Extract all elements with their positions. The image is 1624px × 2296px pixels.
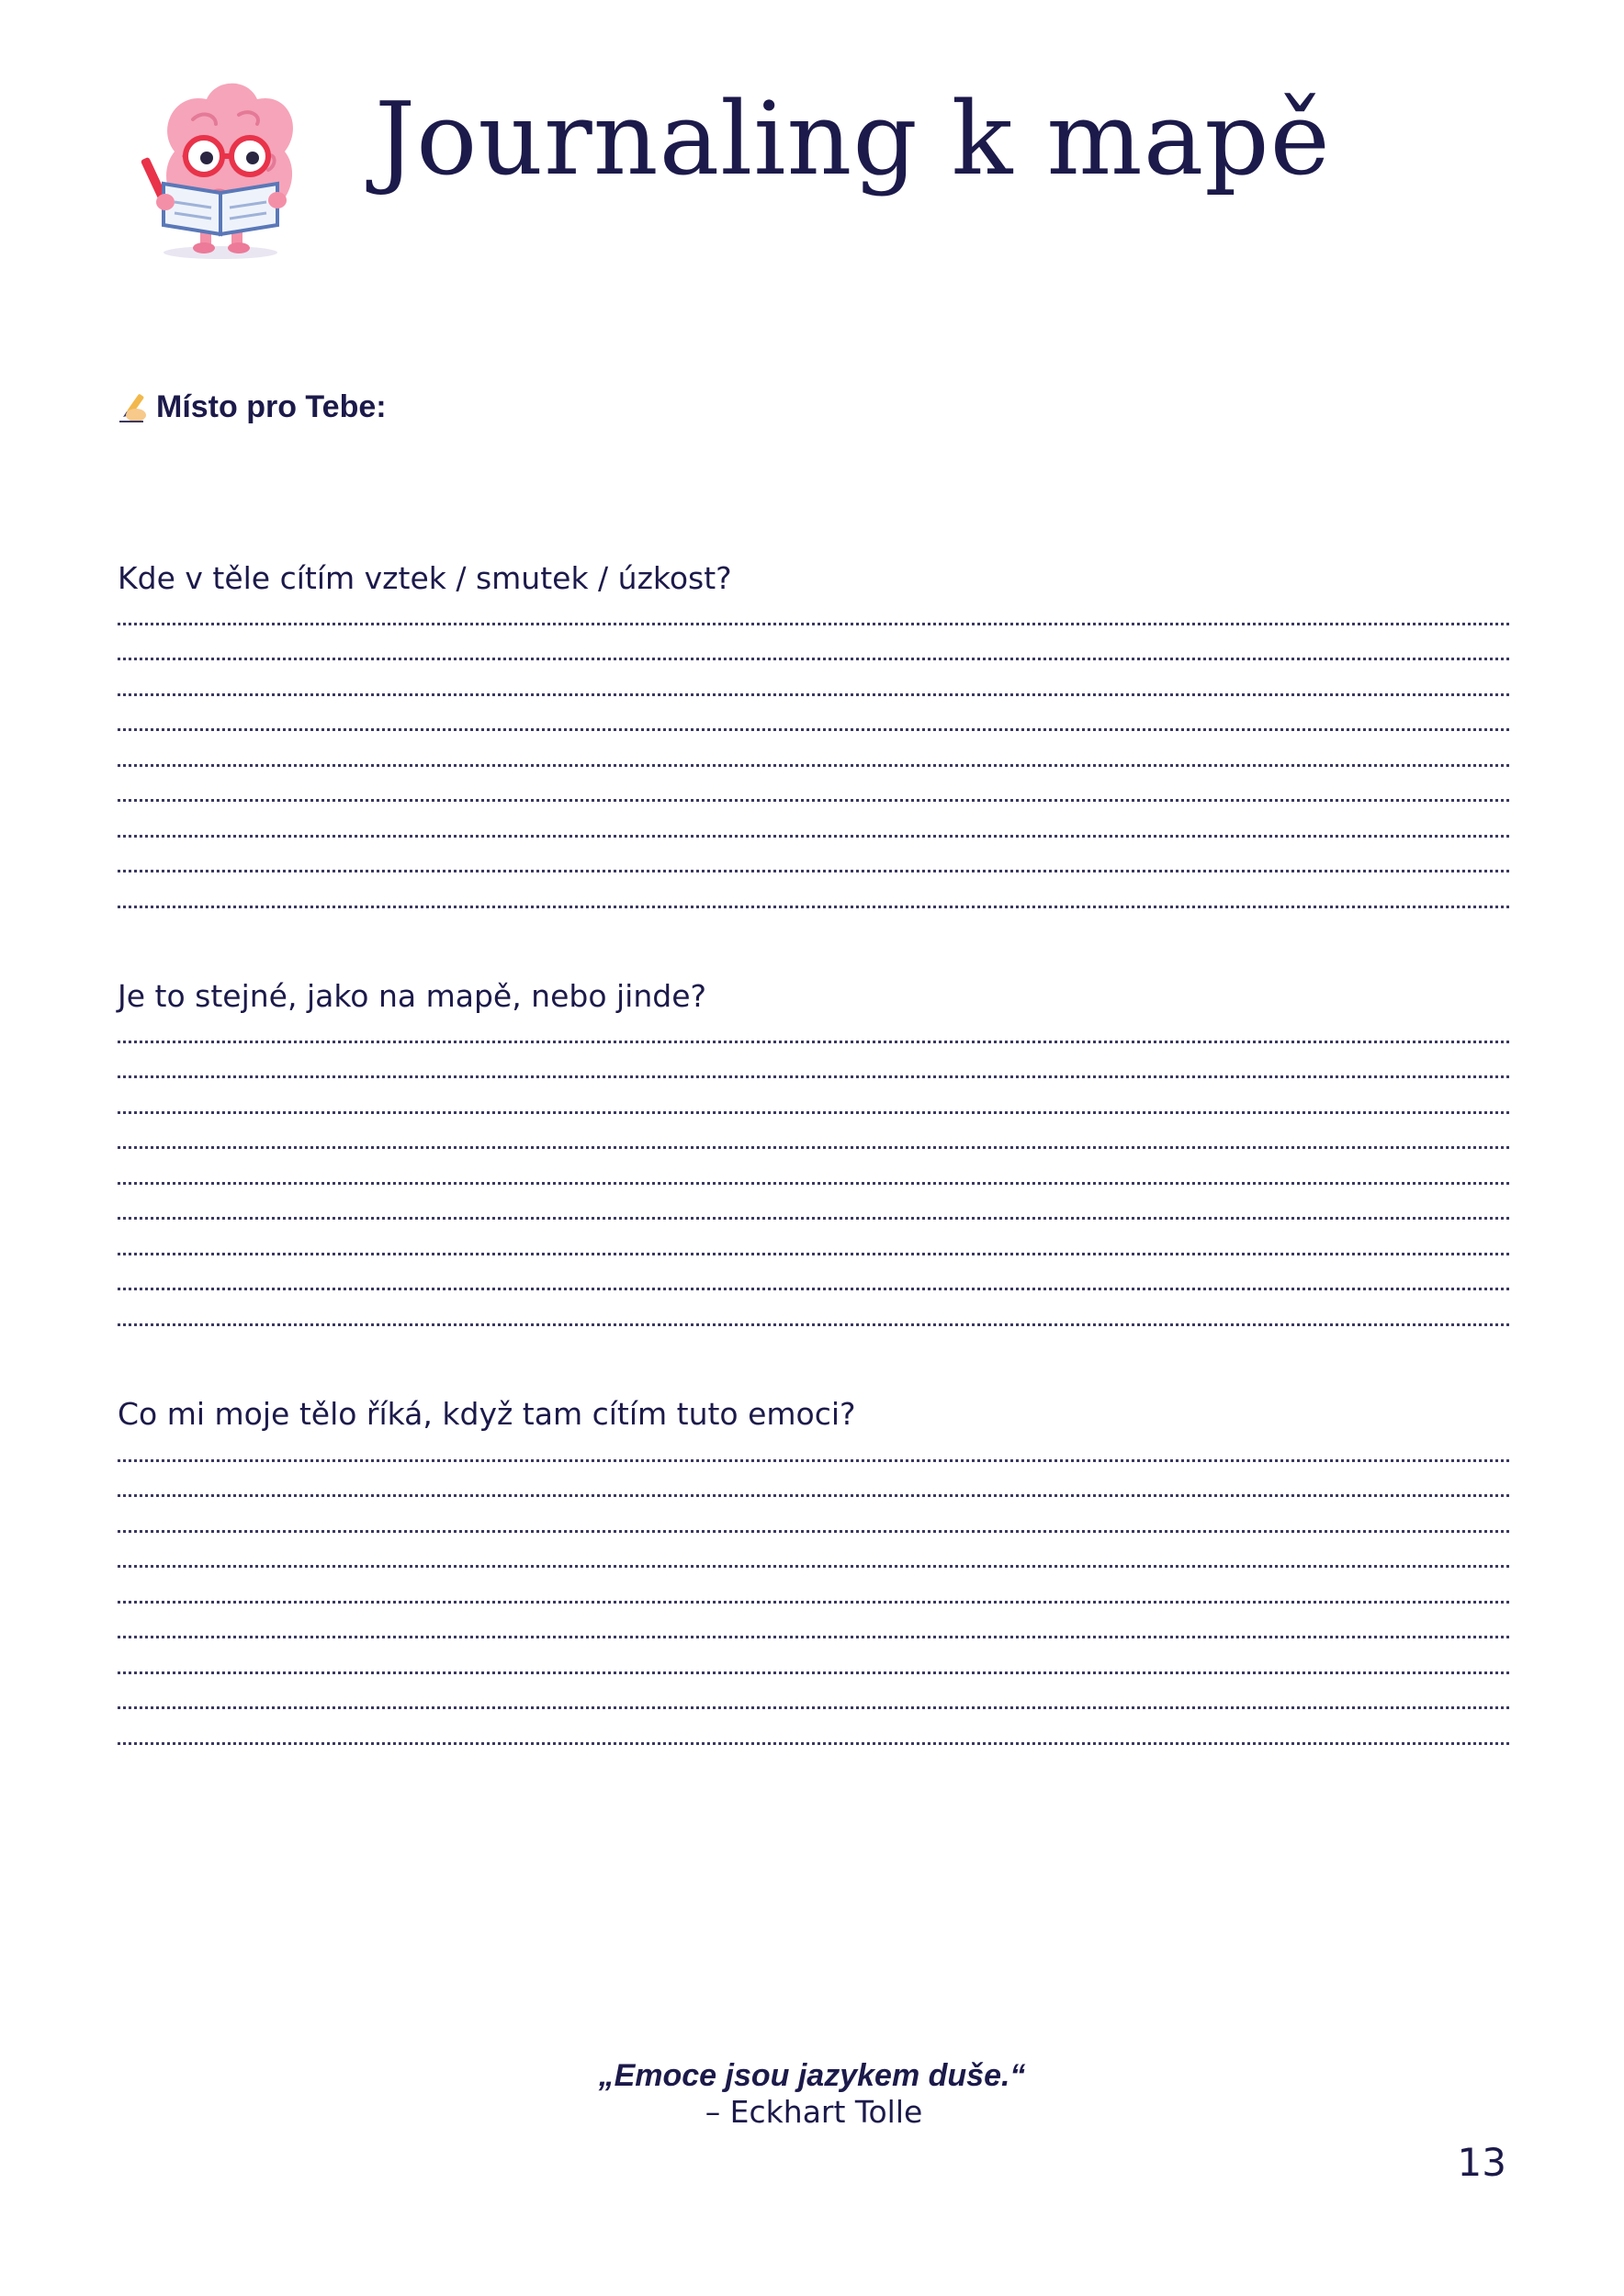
answer-line[interactable] (118, 1149, 1509, 1185)
question-2: Je to stejné, jako na mapě, nebo jinde? (118, 978, 707, 1014)
answer-line[interactable] (118, 696, 1509, 732)
answer-line[interactable] (118, 1568, 1509, 1604)
answer-line[interactable] (118, 1533, 1509, 1569)
answer-line[interactable] (118, 660, 1509, 696)
answer-line[interactable] (118, 1604, 1509, 1639)
answer-line[interactable] (118, 802, 1509, 838)
space-for-you-text: Místo pro Tebe: (156, 389, 387, 424)
quote-text: „Emoce jsou jazykem duše.“ (598, 2058, 1026, 2093)
space-for-you-label (118, 389, 387, 425)
answer-line[interactable] (118, 1078, 1509, 1114)
answer-line[interactable] (118, 1709, 1509, 1745)
answer-line[interactable] (118, 1462, 1509, 1498)
answer-line[interactable] (118, 1185, 1509, 1221)
question-1: Kde v těle cítím vztek / smutek / úzkost? (118, 560, 732, 596)
brain-reading-book-icon (119, 64, 321, 266)
answer-line[interactable] (118, 872, 1509, 908)
answer-line[interactable] (118, 625, 1509, 661)
question-3: Co mi moje tělo říká, když tam cítím tuto emoci? (118, 1396, 856, 1432)
answer-line[interactable] (118, 767, 1509, 803)
answer-line[interactable] (118, 590, 1509, 625)
answer-line[interactable] (118, 1114, 1509, 1150)
answer-lines-3[interactable] (118, 1426, 1509, 1745)
answer-line[interactable] (118, 1043, 1509, 1079)
answer-line[interactable] (118, 1674, 1509, 1710)
answer-line[interactable] (118, 1255, 1509, 1291)
answer-line[interactable] (118, 1220, 1509, 1255)
answer-lines-1[interactable] (118, 590, 1509, 908)
answer-line[interactable] (118, 838, 1509, 873)
writing-hand-icon (118, 391, 151, 424)
quote-author: – Eckhart Tolle (705, 2094, 923, 2130)
answer-line[interactable] (118, 1638, 1509, 1674)
answer-line[interactable] (118, 731, 1509, 767)
answer-line[interactable] (118, 1497, 1509, 1533)
footer-quote (0, 2057, 1624, 2131)
answer-line[interactable] (118, 1290, 1509, 1326)
answer-line[interactable] (118, 1426, 1509, 1462)
answer-lines-2[interactable] (118, 1007, 1509, 1326)
page-title: Journaling k mapě (375, 80, 1331, 197)
page-number: 13 (1457, 2140, 1506, 2185)
answer-line[interactable] (118, 1007, 1509, 1043)
